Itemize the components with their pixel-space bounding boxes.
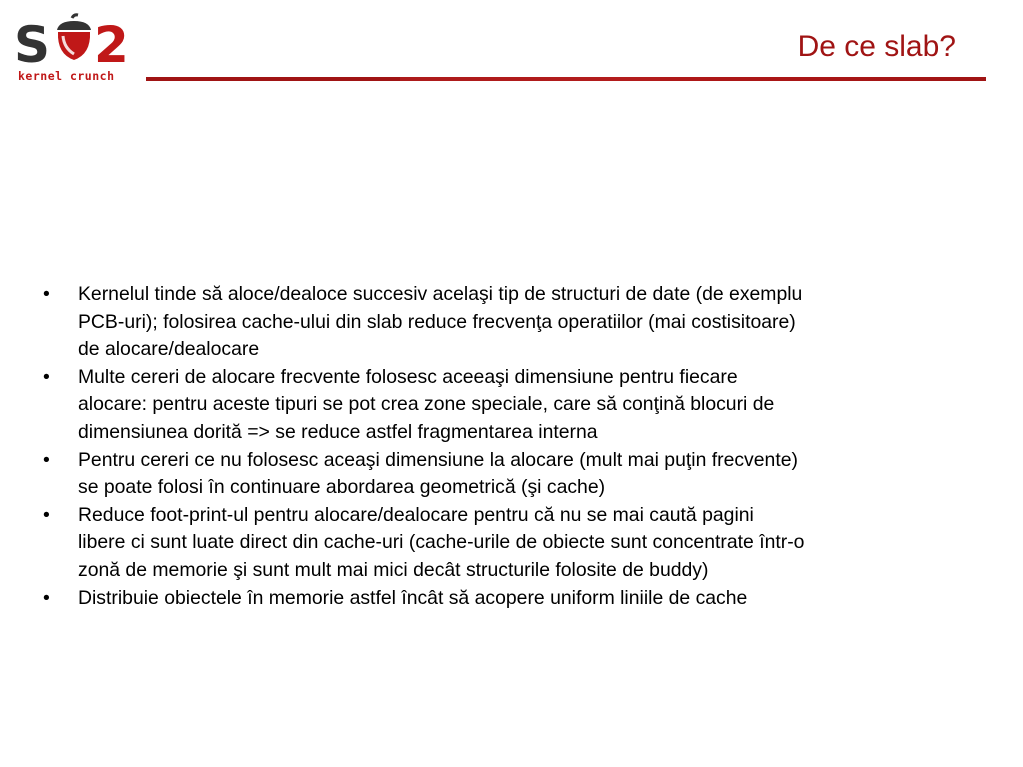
- bullet-item: [40, 502, 1000, 585]
- bullet-line: Reduce foot-print-ul pentru alocare/dealocare pentru că nu se mai caută pagini: [78, 503, 754, 526]
- bullet-icon: •: [43, 503, 50, 526]
- bullet-line: se poate folosi în continuare abordarea geometrică (şi cache): [78, 476, 606, 499]
- bullet-icon: •: [43, 365, 50, 388]
- bullet-line: Kernelul tinde să aloce/dealoce succesiv acelaşi tip de structuri de date (de exemplu: [78, 283, 803, 305]
- acorn-logo-icon: [14, 12, 132, 84]
- acorn-icon: [57, 15, 91, 60]
- bullet-list: [40, 281, 1000, 612]
- bullet-line: de alocare/dealocare: [78, 338, 260, 361]
- bullet-line: dimensiunea dorită => se reduce astfel fragmentarea interna: [78, 420, 598, 443]
- bullet-line: libere ci sunt luate direct din cache-uri (cache-urile de obiecte sunt concentrate într-o: [78, 531, 805, 554]
- bullet-line: Distribuie obiectele în memorie astfel încât să acopere uniform liniile de cache: [78, 586, 748, 609]
- bullet-item: [40, 585, 1000, 613]
- bullet-line: PCB-uri); folosirea cache-ului din slab reduce frecvenţa operatiilor (mai costisitoare): [78, 310, 796, 333]
- logo-tagline: kernel crunch: [18, 69, 115, 83]
- logo: [14, 12, 132, 84]
- bullet-icon: •: [43, 283, 50, 305]
- bullet-item: [40, 281, 1000, 364]
- logo-digit-2: 2: [94, 16, 129, 74]
- bullet-item: [40, 447, 1000, 502]
- bullet-icon: •: [43, 448, 50, 471]
- bullet-icon: •: [43, 586, 50, 609]
- bullet-item: [40, 364, 1000, 447]
- title-divider: [146, 77, 986, 81]
- bullet-line: zonă de memorie şi sunt mult mai mici decât structurile folosite de buddy): [78, 558, 709, 581]
- bullet-line: Pentru cereri ce nu folosesc aceaşi dimensiune la alocare (mult mai puţin frecvente): [78, 448, 798, 471]
- bullet-line: Multe cereri de alocare frecvente folosesc aceeaşi dimensiune pentru fiecare: [78, 365, 738, 388]
- slide-title: De ce slab?: [797, 30, 956, 63]
- bullet-line: alocare: pentru aceste tipuri se pot crea zone speciale, care să conţină blocuri de: [78, 393, 775, 416]
- logo-letter-s: S: [14, 16, 51, 74]
